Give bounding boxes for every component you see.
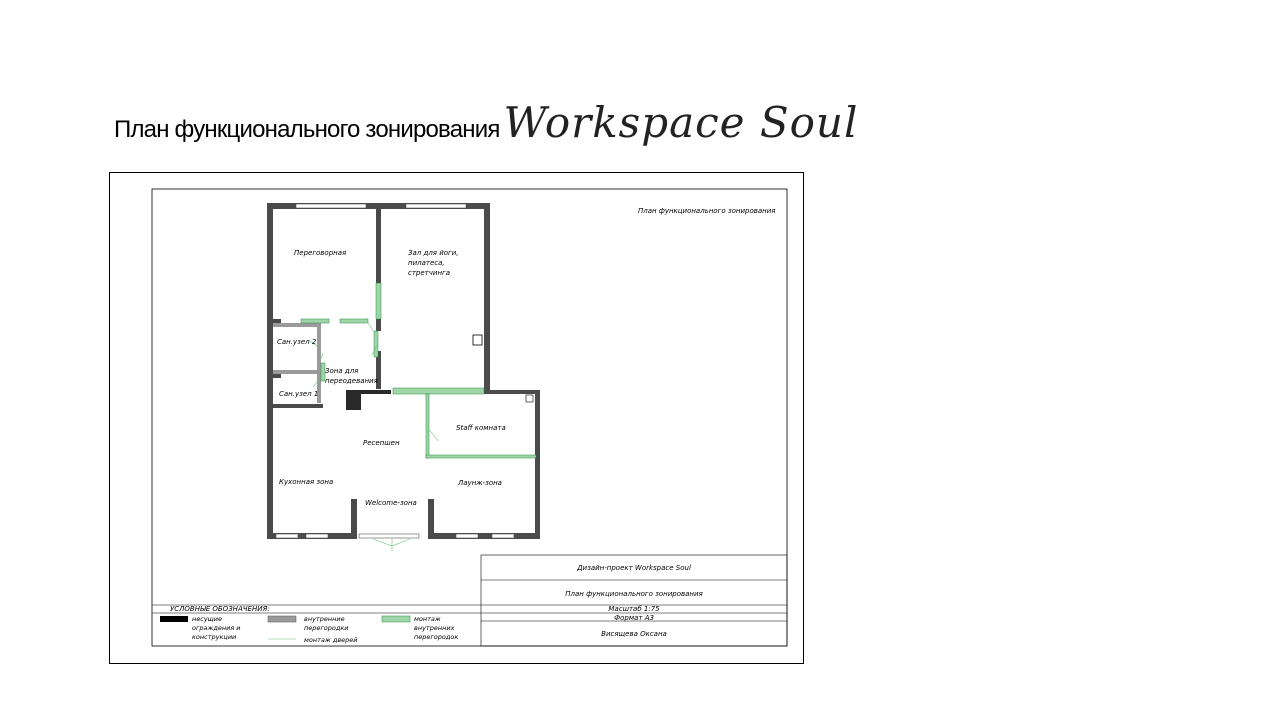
format-text: Формат А3: [614, 614, 654, 622]
legend-bearing-2: ограждения и: [192, 624, 241, 632]
legend-swatch-inner: [268, 616, 296, 622]
inner-frame: [152, 189, 787, 646]
label-changing-1: Зона для: [325, 367, 359, 375]
floor-plan-drawing: [110, 173, 803, 663]
legend-doors: монтаж дверей: [304, 636, 358, 644]
label-wc2: Сан.узел 2: [277, 338, 317, 346]
label-yoga-2: пилатеса,: [408, 259, 445, 267]
label-meeting-room: Переговорная: [294, 249, 347, 257]
legend-mount-1: монтаж: [414, 615, 441, 623]
slide-title: [114, 98, 858, 158]
label-lounge: Лаунж-зона: [458, 479, 502, 487]
label-reception: Ресепшен: [363, 439, 400, 447]
lounge-column: [526, 395, 533, 402]
legend-swatch-mount: [382, 616, 410, 622]
title-block-text: [565, 564, 702, 638]
sheet-name: План функционального зонирования: [565, 590, 703, 598]
label-welcome: Welcome-зона: [365, 499, 417, 507]
legend: [160, 605, 458, 644]
project-name: Дизайн-проект Workspace Soul: [577, 564, 691, 572]
sheet-caption: План функционального зонирования: [638, 207, 776, 215]
label-changing-2: переодевания: [325, 377, 378, 385]
title-block: [152, 555, 787, 646]
label-yoga-3: стретчинга: [408, 269, 450, 277]
legend-inner-1: внутренние: [304, 615, 345, 623]
legend-bearing-1: несущие: [192, 615, 223, 623]
label-wc1: Сан.узел 1: [279, 390, 319, 398]
yoga-column: [473, 335, 482, 345]
scale-text: Масштаб 1:75: [608, 605, 660, 613]
title-text: План функционального зонирования: [114, 116, 500, 143]
label-staff-room: Staff комната: [456, 424, 506, 432]
legend-mount-3: перегородок: [414, 633, 459, 641]
legend-mount-2: внутренних: [414, 624, 455, 632]
label-yoga-1: Зал для йоги,: [408, 249, 459, 257]
author-name: Висящева Оксана: [601, 630, 667, 638]
legend-title: УСЛОВНЫЕ ОБОЗНАЧЕНИЯ:: [170, 605, 270, 613]
legend-bearing-3: конструкции: [192, 633, 237, 641]
room-labels: [277, 249, 506, 507]
drawing-sheet: [109, 172, 804, 664]
brand-name: Workspace Soul: [503, 98, 859, 147]
legend-inner-2: перегородки: [304, 624, 349, 632]
legend-swatch-bearing: [160, 616, 188, 622]
label-kitchen: Кухонная зона: [279, 478, 334, 486]
